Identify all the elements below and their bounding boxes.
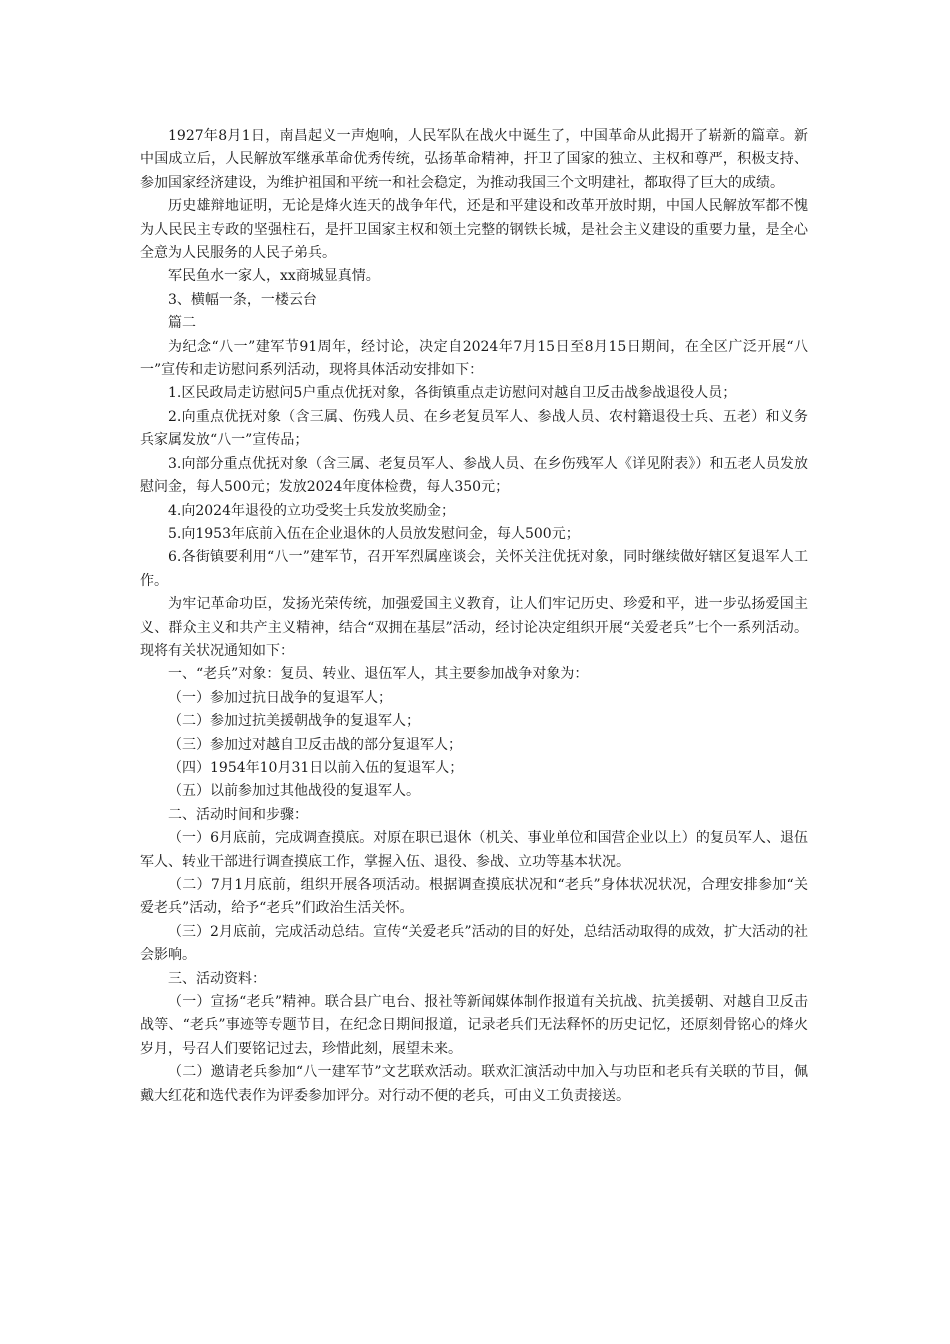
paragraph: 二、活动时间和步骤： <box>168 806 308 823</box>
paragraph: 5.向1953年底前入伍在企业退休的人员放发慰问金，每人500元； <box>168 525 580 542</box>
paragraph: （五）以前参加过其他战役的复退军人。 <box>168 783 420 800</box>
paragraph: （二）邀请老兵参加“八一建军节”文艺联欢活动。联欢汇演活动中加入与功臣和老兵有关联的节目，佩戴大红花和选代表作为评委参加评分。对行动不便的老兵，可由义工负责接送。 <box>140 1064 808 1104</box>
paragraph: 三、活动资料： <box>168 970 266 987</box>
paragraph: 1.区民政局走访慰问5户重点优抚对象，各街镇重点走访慰问对越自卫反击战参战退役人员； <box>168 385 737 402</box>
paragraph: （一）宣扬“老兵”精神。联合县广电台、报社等新闻媒体制作报道有关抗战、抗美援朝、对越自卫反击战等、“老兵”事迹等专题节目，在纪念日期间报道，记录老兵们无法释怀的历史记忆，还原刻骨铭心的烽火岁月，号召人们要铭记过去，珍惜此刻，展望未来。 <box>140 994 808 1057</box>
paragraph: （三）参加过对越自卫反击战的部分复退军人； <box>168 736 462 753</box>
paragraph: 为纪念“八一”建军节91周年，经讨论，决定自2024年7月15日至8月15日期间，在全区广泛开展“八一”宣传和走访慰问系列活动，现将具体活动安排如下： <box>140 338 808 379</box>
document-body <box>140 125 808 1108</box>
paragraph: （一）6月底前，完成调查摸底。对原在职已退休（机关、事业单位和国营企业以上）的复员军人、退伍军人、转业干部进行调查摸底工作，掌握入伍、退役、参战、立功等基本状况。 <box>140 830 808 870</box>
paragraph: 4.向2024年退役的立功受奖士兵发放奖励金； <box>168 502 455 519</box>
paragraph: 1927年8月1日，南昌起义一声炮响，人民军队在战火中诞生了，中国革命从此揭开了崭新的篇章。新中国成立后，人民解放军继承革命优秀传统，弘扬革命精神，扞卫了国家的独立、主权和尊严，积极支持、参加国家经济建设，为维护祖国和平统一和社会稳定，为推动我国三个文明建社，都取得了巨大的成绩。 <box>140 128 808 191</box>
paragraph: （三）2月底前，完成活动总结。宣传“关爱老兵”活动的目的好处，总结活动取得的成效，扩大活动的社会影响。 <box>140 923 808 964</box>
paragraph: 军民鱼水一家人，xx商城显真情。 <box>168 268 380 285</box>
paragraph: 一、“老兵”对象：复员、转业、退伍军人，其主要参加战争对象为： <box>168 666 589 683</box>
paragraph: 为牢记革命功臣，发扬光荣传统，加强爱国主义教育，让人们牢记历史、珍爱和平，进一步弘扬爱国主义、群众主义和共产主义精神，结合“双拥在基层”活动，经讨论决定组织开展“关爱老兵”七个一系列活动。现将有关状况通知如下： <box>140 596 808 659</box>
paragraph: 3.向部分重点优抚对象（含三属、老复员军人、参战人员、在乡伤残军人《详见附表》）和五老人员发放慰问金，每人500元；发放2024年度体检费，每人350元； <box>140 455 808 496</box>
paragraph: 6.各街镇要利用“八一”建军节，召开军烈属座谈会，关怀关注优抚对象，同时继续做好辖区复退军人工作。 <box>140 549 808 589</box>
paragraph: （四）1954年10月31日以前入伍的复退军人； <box>168 759 464 776</box>
paragraph: 篇二 <box>168 315 196 332</box>
paragraph: （二）7月1月底前，组织开展各项活动。根据调查摸底状况和“老兵”身体状况状况，合理安排参加“关爱老兵”活动，给予“老兵”们政治生活关怀。 <box>140 877 808 917</box>
paragraph: 3、横幅一条，一楼云台 <box>168 291 317 308</box>
paragraph: （二）参加过抗美援朝战争的复退军人； <box>168 713 420 730</box>
paragraph: 2.向重点优抚对象（含三属、伤残人员、在乡老复员军人、参战人员、农村籍退役士兵、五老）和义务兵家属发放“八一”宣传品； <box>140 408 808 449</box>
paragraph: 历史雄辩地证明，无论是烽火连天的战争年代，还是和平建设和改革开放时期，中国人民解放军都不愧为人民民主专政的坚强柱石，是扞卫国家主权和领土完整的钢铁长城，是社会主义建设的重要力量，是全心全意为人民服务的人民子弟兵。 <box>140 198 808 262</box>
paragraph: （一）参加过抗日战争的复退军人； <box>168 689 392 706</box>
